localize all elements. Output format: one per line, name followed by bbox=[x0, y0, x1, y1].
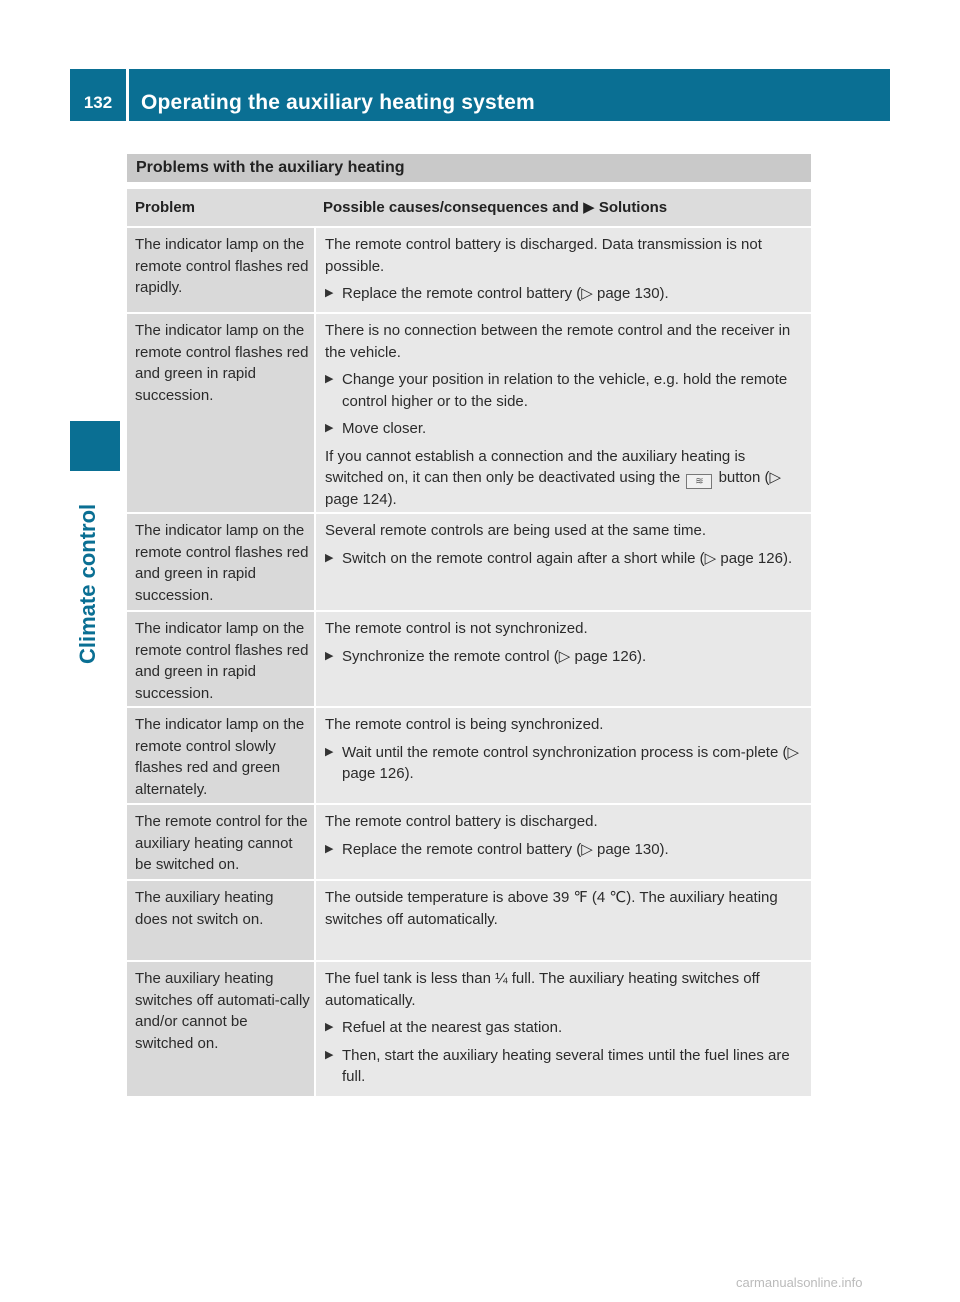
side-tab-text: Climate control bbox=[75, 503, 100, 664]
note-text-part2: button (▷ page 124). bbox=[325, 469, 781, 508]
step-item bbox=[325, 839, 805, 861]
page-title: Operating the auxiliary heating system bbox=[141, 91, 535, 114]
problem-cell: The auxiliary heating switches off automati-cally and/or cannot be switched on. bbox=[127, 962, 314, 1096]
step-item bbox=[325, 369, 805, 412]
step-item bbox=[325, 1045, 805, 1088]
step-text: Replace the remote control battery (▷ page 130). bbox=[342, 285, 669, 302]
problem-cell: The auxiliary heating does not switch on. bbox=[127, 881, 314, 960]
auxiliary-heating-button-icon: ≋ bbox=[686, 474, 712, 489]
cause-text: The remote control is not synchronized. bbox=[325, 620, 588, 637]
step-item bbox=[325, 646, 805, 668]
solution-cell bbox=[316, 314, 811, 512]
step-arrow-icon: ▶ bbox=[325, 373, 334, 385]
cause-text: Several remote controls are being used at the same time. bbox=[325, 522, 707, 539]
step-item bbox=[325, 418, 805, 440]
cause-text: The outside temperature is above 39 ℉ (4 ℃). The auxiliary heating switches off automatically. bbox=[325, 889, 778, 928]
step-arrow-icon: ▶ bbox=[325, 1048, 334, 1061]
problem-cell: The indicator lamp on the remote control flashes red rapidly. bbox=[127, 228, 314, 312]
step-arrow-icon: ▶ bbox=[325, 551, 334, 564]
side-tab-marker bbox=[70, 421, 120, 471]
step-text: Refuel at the nearest gas station. bbox=[342, 1019, 563, 1036]
step-text: Move closer. bbox=[342, 420, 427, 437]
table-row bbox=[127, 314, 811, 512]
table-row bbox=[127, 228, 811, 312]
problems-table bbox=[127, 189, 811, 1096]
table-row bbox=[127, 962, 811, 1096]
cause-text: There is no connection between the remote control and the receiver in the vehicle. bbox=[325, 322, 791, 361]
step-item bbox=[325, 548, 805, 570]
solution-cell bbox=[316, 612, 811, 706]
note-text bbox=[325, 446, 805, 511]
step-text: Change your position in relation to the vehicle, e.g. hold the remote control higher or to the side. bbox=[342, 371, 788, 410]
cause-text: The remote control battery is discharged. Data transmission is not possible. bbox=[325, 236, 762, 275]
solution-cell bbox=[316, 962, 811, 1096]
table-row bbox=[127, 612, 811, 706]
table-row bbox=[127, 514, 811, 610]
step-item bbox=[325, 283, 805, 305]
section-title: Problems with the auxiliary heating bbox=[127, 154, 811, 182]
table-header bbox=[127, 189, 811, 226]
step-arrow-icon: ▶ bbox=[325, 1021, 334, 1033]
step-arrow-icon: ▶ bbox=[325, 649, 334, 662]
solution-cell bbox=[316, 228, 811, 312]
note-text-part1: If you cannot establish a connection and the auxiliary heating is switched on, it can then only be deactivated using the bbox=[325, 447, 746, 486]
solution-cell bbox=[316, 514, 811, 610]
step-text: Switch on the remote control again after a short while (▷ page 126). bbox=[342, 549, 793, 567]
column-header-problem: Problem bbox=[135, 199, 196, 216]
page-number: 132 bbox=[83, 93, 113, 112]
table-row bbox=[127, 708, 811, 803]
step-item bbox=[325, 742, 805, 785]
problem-cell: The indicator lamp on the remote control flashes red and green in rapid succession. bbox=[127, 612, 314, 706]
step-arrow-icon: ▶ bbox=[325, 745, 334, 758]
watermark: carmanualsonline.info bbox=[736, 1275, 863, 1290]
step-text: Then, start the auxiliary heating several times until the fuel lines are full. bbox=[342, 1046, 790, 1085]
header-divider bbox=[126, 69, 129, 121]
problem-cell: The indicator lamp on the remote control slowly flashes red and green alternately. bbox=[127, 708, 314, 803]
step-arrow-icon: ▶ bbox=[325, 842, 334, 855]
step-text: Replace the remote control battery (▷ page 130). bbox=[342, 840, 669, 858]
cause-text: The fuel tank is less than ¼ full. The auxiliary heating switches off automatically. bbox=[325, 970, 760, 1009]
table-row bbox=[127, 805, 811, 879]
cause-text: The remote control battery is discharged. bbox=[325, 813, 598, 830]
column-header-solutions: Possible causes/consequences and ▶ Solutions bbox=[323, 199, 668, 216]
step-item bbox=[325, 1017, 805, 1039]
cause-text: The remote control is being synchronized. bbox=[325, 716, 604, 733]
step-arrow-icon: ▶ bbox=[325, 287, 334, 299]
solution-cell bbox=[316, 708, 811, 803]
solution-cell bbox=[316, 881, 811, 960]
problem-cell: The remote control for the auxiliary heating cannot be switched on. bbox=[127, 805, 314, 879]
problem-cell: The indicator lamp on the remote control flashes red and green in rapid succession. bbox=[127, 514, 314, 610]
step-arrow-icon: ▶ bbox=[325, 422, 334, 434]
problem-cell: The indicator lamp on the remote control flashes red and green in rapid succession. bbox=[127, 314, 314, 512]
solution-cell bbox=[316, 805, 811, 879]
table-row bbox=[127, 881, 811, 960]
step-text: Synchronize the remote control (▷ page 126). bbox=[342, 647, 647, 665]
step-text: Wait until the remote control synchronization process is com-plete (▷ page 126). bbox=[342, 743, 799, 782]
